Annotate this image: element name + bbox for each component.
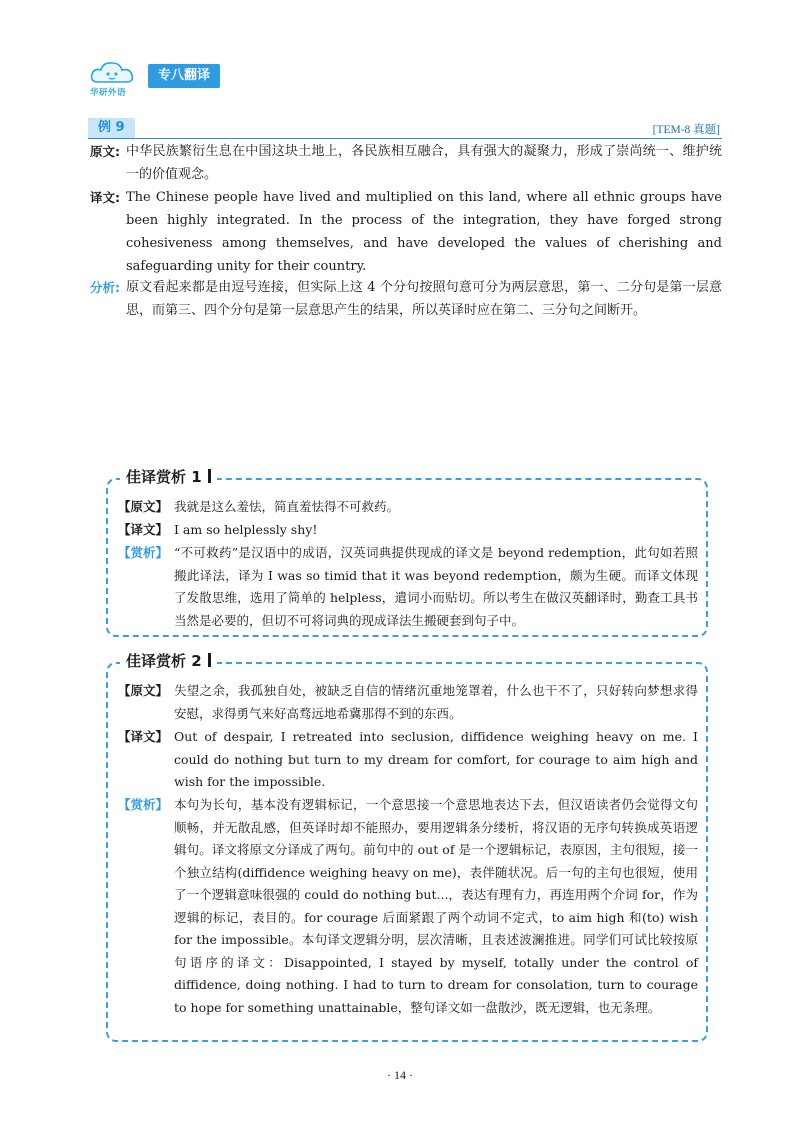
original-text: 我就是这么羞怯，简直羞怯得不可救药。 bbox=[174, 499, 400, 514]
translation-text: I am so helplessly shy! bbox=[174, 522, 318, 537]
example-analysis bbox=[90, 276, 722, 322]
box-title-text: 佳译赏析 2 bbox=[126, 652, 202, 670]
translation-text: The Chinese people have lived and multiplied on this land, where all ethnic groups have been highly integrated. In the process of the integration, they have forged strong cohesiveness among themselves, and have developed the values of cherishing and safeguarding unity for their country. bbox=[126, 190, 722, 274]
appreciation-box-2 bbox=[106, 652, 708, 1042]
original-key: 【原文】 bbox=[118, 683, 169, 698]
translation-key: 【译文】 bbox=[118, 729, 169, 744]
box-title bbox=[120, 650, 217, 671]
example-divider bbox=[88, 138, 722, 139]
example-translation bbox=[90, 186, 722, 278]
title-bar bbox=[208, 653, 211, 667]
analysis-key: 【赏析】 bbox=[118, 797, 169, 812]
analysis-key: 分析: bbox=[90, 280, 120, 295]
box2-analysis bbox=[118, 794, 698, 1019]
brand-logo bbox=[88, 58, 138, 102]
original-key: 【原文】 bbox=[118, 499, 169, 514]
analysis-key: 【赏析】 bbox=[118, 545, 169, 560]
analysis-text: 原文看起来都是由逗号连接，但实际上这 4 个分句按照句意可分为两层意思，第一、二分句是第一层意思，而第三、四个分句是第一层意思产生的结果，所以英译时应在第二、三分句之间断开。 bbox=[126, 280, 722, 318]
analysis-text: 本句为长句，基本没有逻辑标记，一个意思接一个意思地表达下去，但汉语读者仍会觉得文句顺畅，并无散乱感，但英译时却不能照办，要用逻辑条分缕析，将汉语的无序句转换成英语逻辑句。译文将原文分译成了两句。前句中的 out of 是一个逻辑标记，表原因，主句很短，接一个独立结构(diffidence weighing heavy on me)，表伴随状况。后一句的主句也很短，使用了一个逻辑意味很强的 could do nothing but...，表达有理有力，再连用两个介词 for，作为逻辑的标记，表目的。for courage 后面紧跟了两个动词不定式，to aim high 和(to) wish for the impossible。本句译文逻辑分明，层次清晰，且表述波澜推进。同学们可试比较按原句语序的译文：Disappointed, I stayed by myself, totally under the control of diffidence, doing nothing. I had to turn to dream for consolation, turn to courage to hope for something unattainable，整句译文如一盘散沙，既无逻辑，也无条理。 bbox=[174, 797, 698, 1015]
box2-translation bbox=[118, 726, 698, 794]
box1-analysis bbox=[118, 542, 698, 632]
section-tag: 专八翻译 bbox=[148, 64, 220, 88]
title-bar bbox=[208, 469, 211, 483]
translation-key: 【译文】 bbox=[118, 522, 169, 537]
page-number: · 14 · bbox=[387, 1068, 413, 1082]
page-header bbox=[88, 58, 228, 102]
translation-key: 译文: bbox=[90, 190, 120, 205]
original-text: 中华民族繁衍生息在中国这块土地上，各民族相互融合，具有强大的凝聚力，形成了崇尚统一、维护统一的价值观念。 bbox=[126, 144, 722, 182]
box-title-text: 佳译赏析 1 bbox=[126, 468, 202, 486]
box1-translation bbox=[118, 519, 698, 542]
original-text: 失望之余，我孤独自处，被缺乏自信的情绪沉重地笼罩着，什么也干不了，只好转向梦想求得安慰，求得勇气来好高骛远地希冀那得不到的东西。 bbox=[174, 683, 698, 721]
example-original bbox=[90, 140, 722, 186]
example-source: [TEM-8 真题] bbox=[652, 124, 720, 136]
logo-text: 华研外语 bbox=[90, 88, 127, 98]
cloud-logo-icon bbox=[88, 58, 138, 88]
box2-original bbox=[118, 680, 698, 725]
appreciation-box-1 bbox=[106, 468, 708, 637]
analysis-text: “不可救药”是汉语中的成语，汉英词典提供现成的译文是 beyond redemption，此句如若照搬此译法，译为 I was so timid that it was beyond redemption，颇为生硬。而译文体现了发散思维，选用了简单的 helpless，遣词小而贴切。所以考生在做汉英翻译时，勤查工具书当然是必要的，但切不可将词典的现成译法生搬硬套到句子中。 bbox=[174, 545, 698, 628]
original-key: 原文: bbox=[90, 144, 120, 159]
box-title bbox=[120, 466, 217, 487]
example-label: 例 9 bbox=[88, 118, 135, 138]
box1-original bbox=[118, 496, 698, 519]
translation-text: Out of despair, I retreated into seclusion, diffidence weighing heavy on me. I could do nothing but turn to my dream for comfort, for courage to aim high and wish for the impossible. bbox=[174, 729, 698, 789]
